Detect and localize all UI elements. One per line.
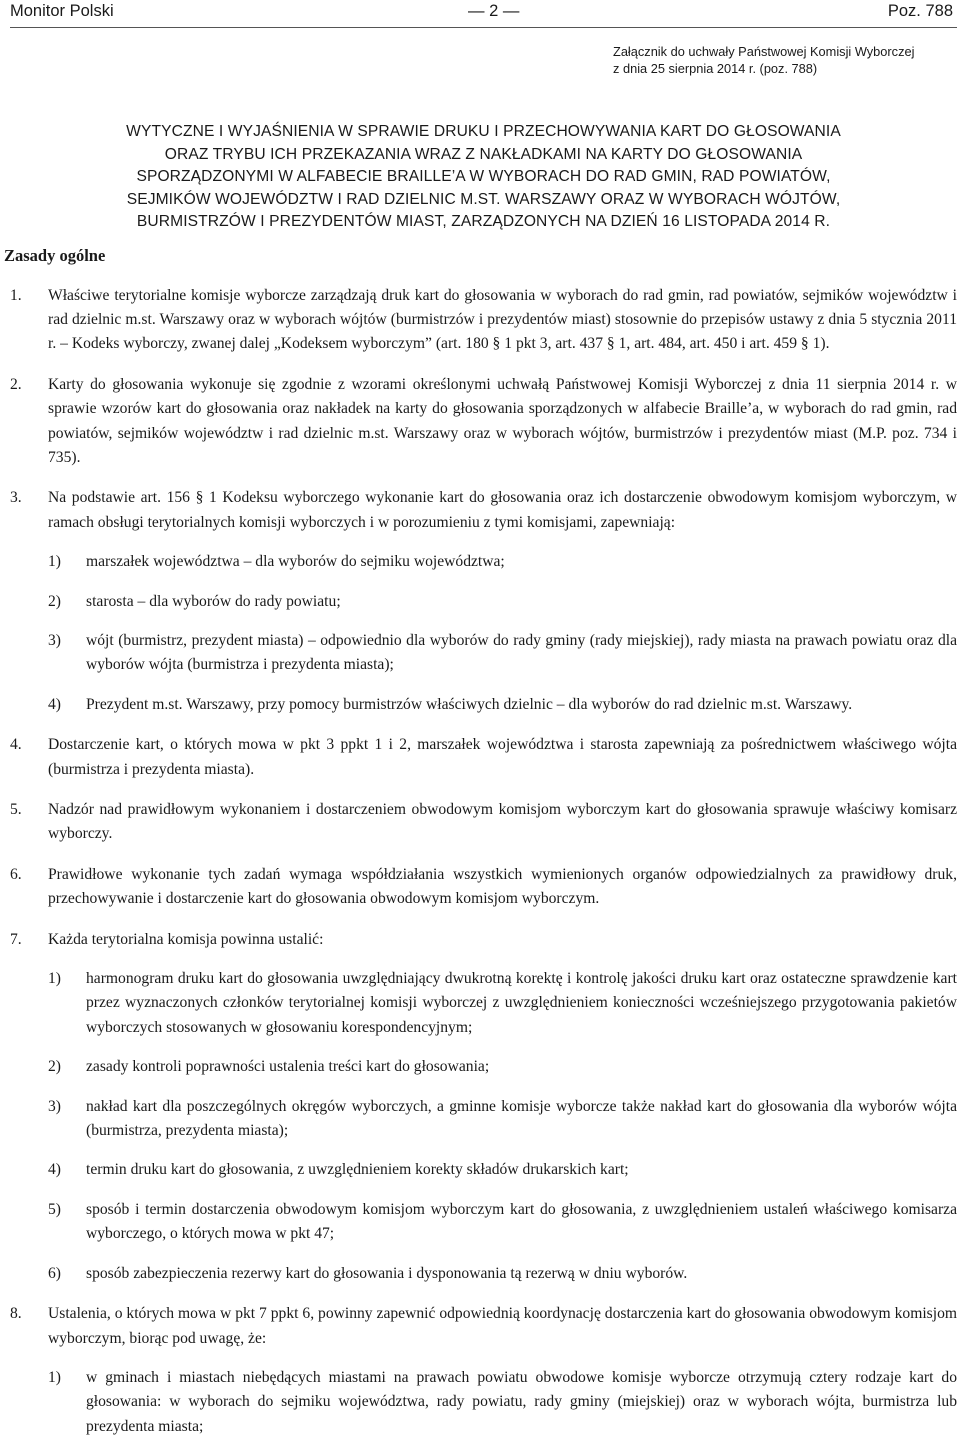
annex-line: Załącznik do uchwały Państwowej Komisji Wyborczej [613, 44, 915, 59]
title-line: BURMISTRZÓW I PREZYDENTÓW MIAST, ZARZĄDZONYCH NA DZIEŃ 16 LISTOPADA 2014 R. [136, 213, 831, 230]
sub-item-text: w gminach i miastach niebędących miastami na prawach powiatu obwodowe komisje wyborcze otrzymują cztery rodzaje kart do głosowania: w wyborach do sejmiku województwa, rady powiatu, rady gminy (miejskiej) oraz w wyborach wójta, burmistrza lub prezydenta miasta; [86, 1368, 957, 1435]
sub-item [48, 1262, 957, 1286]
publication-name: Monitor Polski [10, 2, 114, 20]
sub-item-number: 3) [48, 631, 61, 649]
sub-item [48, 1055, 957, 1079]
sub-item-number: 1) [48, 553, 61, 571]
item-number: 2. [10, 375, 22, 393]
sub-item-number: 6) [48, 1264, 61, 1282]
item-text: Karty do głosowania wykonuje się zgodnie z wzorami określonymi uchwałą Państwowej Komisji Wyborczej z dnia 11 sierpnia 2014 r. w sprawie wzorów kart do głosowania oraz nakładek na karty do głosowania sporządzonych w alfabecie Braille’a, w wyborach do rad gmin, rad powiatów, sejmików województw i rad dzielnic m.st. Warszawy oraz w wyborach wójtów, burmistrzów i prezydentów miast (M.P. poz. 734 i 735). [48, 375, 957, 466]
sub-item-number: 1) [48, 1368, 61, 1386]
item-number: 8. [10, 1305, 22, 1323]
list-item [10, 733, 957, 782]
document-title [16, 121, 951, 234]
item-text: Ustalenia, o których mowa w pkt 7 ppkt 6, powinny zapewnić odpowiednią koordynację dostarczenia kart do głosowania obwodowym komisjom wyborczym, biorąc pod uwagę, że: [48, 1305, 957, 1347]
list-item [10, 798, 957, 847]
item-text: Dostarczenie kart, o których mowa w pkt 3 ppkt 1 i 2, marszałek województwa i starosta zapewniają za pośrednictwem właściwego wójta (burmistrza i prezydenta miasta). [48, 736, 957, 778]
sub-item-text: termin druku kart do głosowania, z uwzględnieniem korekty składów drukarskich kart; [86, 1161, 629, 1179]
sub-item-text: sposób i termin dostarczenia obwodowym komisjom wyborczym kart do głosowania, z uwzględnieniem ustaleń właściwego komisarza wyborczego, o których mowa w pkt 47; [86, 1200, 957, 1243]
sub-item-text: starosta – dla wyborów do rady powiatu; [86, 592, 341, 610]
page-header [10, 0, 957, 34]
item-number: 4. [10, 736, 22, 754]
sub-item-text: wójt (burmistrz, prezydent miasta) – odpowiednio dla wyborów do rady gminy (rady miejskiej), rady miasta na prawach powiatu oraz dla wyborów wójta (burmistrza i prezydenta miasta); [86, 631, 957, 674]
sub-item-number: 1) [48, 970, 61, 988]
title-line: SEJMIKÓW WOJEWÓDZTW I RAD DZIELNIC M.ST. WARSZAWY ORAZ W WYBORACH WÓJTÓW, [126, 190, 841, 208]
sub-item-text: zasady kontroli poprawności ustalenia treści kart do głosowania; [86, 1058, 490, 1076]
sub-item-number: 3) [48, 1097, 61, 1115]
document-body [10, 284, 957, 1440]
title-line: ORAZ TRYBU ICH PRZEKAZANIA WRAZ Z NAKŁADKAMI NA KARTY DO GŁOSOWANIA [164, 145, 803, 163]
sub-item [48, 1198, 957, 1247]
sub-item-number: 5) [48, 1200, 61, 1218]
sub-item-number: 2) [48, 1058, 61, 1076]
item-text: Nadzór nad prawidłowym wykonaniem i dostarczeniem obwodowym komisjom wyborczym kart do głosowania sprawuje właściwy komisarz wyborczy. [48, 801, 957, 843]
item-text: Prawidłowe wykonanie tych zadań wymaga współdziałania wszystkich wymienionych organów odpowiedzialnych za prawidłowy druk, przechowywanie i dostarczenie kart do głosowania obwodowym komisjom wyborczym. [48, 865, 957, 908]
list-item [10, 928, 957, 1286]
annex-note [613, 44, 953, 77]
position-number: Poz. 788 [887, 2, 953, 20]
item-text: Na podstawie art. 156 § 1 Kodeksu wyborczego wykonanie kart do głosowania oraz ich dostarczenie obwodowym komisjom wyborczym, w ramach obsługi terytorialnych komisji wyborczych i w porozumieniu z tymi komisjami, zapewniają: [48, 489, 957, 531]
sub-item [48, 1158, 957, 1182]
item-number: 7. [10, 930, 22, 948]
sub-item-number: 4) [48, 695, 61, 713]
sub-item-text: sposób zabezpieczenia rezerwy kart do głosowania i dysponowania tą rezerwą w dniu wyborów. [86, 1264, 688, 1282]
item-number: 5. [10, 801, 22, 818]
sub-item [48, 629, 957, 678]
sub-item-text: marszałek województwa – dla wyborów do sejmiku województwa; [86, 553, 505, 571]
sub-item [48, 967, 957, 1040]
sub-item-number: 2) [48, 592, 61, 610]
list-item [10, 863, 957, 912]
title-line: SPORZĄDZONYMI W ALFABECIE BRAILLE’A W WYBORACH DO RAD GMIN, RAD POWIATÓW, [136, 168, 831, 185]
page-number: — 2 — [468, 2, 520, 20]
item-text: Każda terytorialna komisja powinna ustalić: [48, 930, 324, 948]
item-text: Właściwe terytorialne komisje wyborcze zarządzają druk kart do głosowania w wyborach do rad gmin, rad powiatów, sejmików województw i rad dzielnic m.st. Warszawy oraz w wyborach wójtów (burmistrzów i prezydentów miast) stosownie do przepisów ustawy z dnia 5 stycznia 2011 r. – Kodeks wyborczy, zwanej dalej „Kodeksem wyborczym” (art. 180 § 1 pkt 3, art. 437 § 1, art. 484, art. 450 i art. 459 § 1). [48, 286, 957, 353]
item-body [48, 486, 957, 717]
sub-item-text: harmonogram druku kart do głosowania uwzględniający dwukrotną korektę i kontrolę jakości druku kart oraz ostateczne sprawdzenie kart przez wyznaczonych członków terytorialnej komisji wyborczej z uwzględnieniem konieczności wcześniejszego przygotowania pakietów wyborczych stosowanych w głosowaniu korespondencyjnym; [86, 970, 957, 1036]
list-item [10, 486, 957, 717]
sub-item [48, 1095, 957, 1144]
section-heading: Zasady ogólne [4, 245, 106, 265]
sub-item [48, 693, 957, 717]
sub-item-number: 4) [48, 1161, 61, 1179]
item-number: 1. [10, 286, 22, 304]
list-item [10, 284, 957, 357]
item-number: 6. [10, 865, 22, 883]
sub-item-text: Prezydent m.st. Warszawy, przy pomocy burmistrzów właściwych dzielnic – dla wyborów do rad dzielnic m.st. Warszawy. [86, 695, 853, 713]
item-body [48, 1302, 957, 1439]
header-rule [10, 27, 957, 28]
sub-item [48, 1366, 957, 1439]
item-number: 3. [10, 489, 22, 507]
annex-line: z dnia 25 sierpnia 2014 r. (poz. 788) [613, 60, 818, 76]
sub-item-text: nakład kart dla poszczególnych okręgów wyborczych, a gminne komisje wyborcze także nakład kart do głosowania dla wyborów wójta (burmistrza, prezydenta miasta); [86, 1097, 957, 1140]
list-item [10, 1302, 957, 1439]
item-body [48, 928, 957, 1286]
sub-item [48, 590, 957, 614]
sub-item [48, 550, 957, 574]
list-item [10, 373, 957, 471]
title-line: WYTYCZNE I WYJAŚNIENIA W SPRAWIE DRUKU I PRZECHOWYWANIA KART DO GŁOSOWANIA [126, 123, 841, 140]
